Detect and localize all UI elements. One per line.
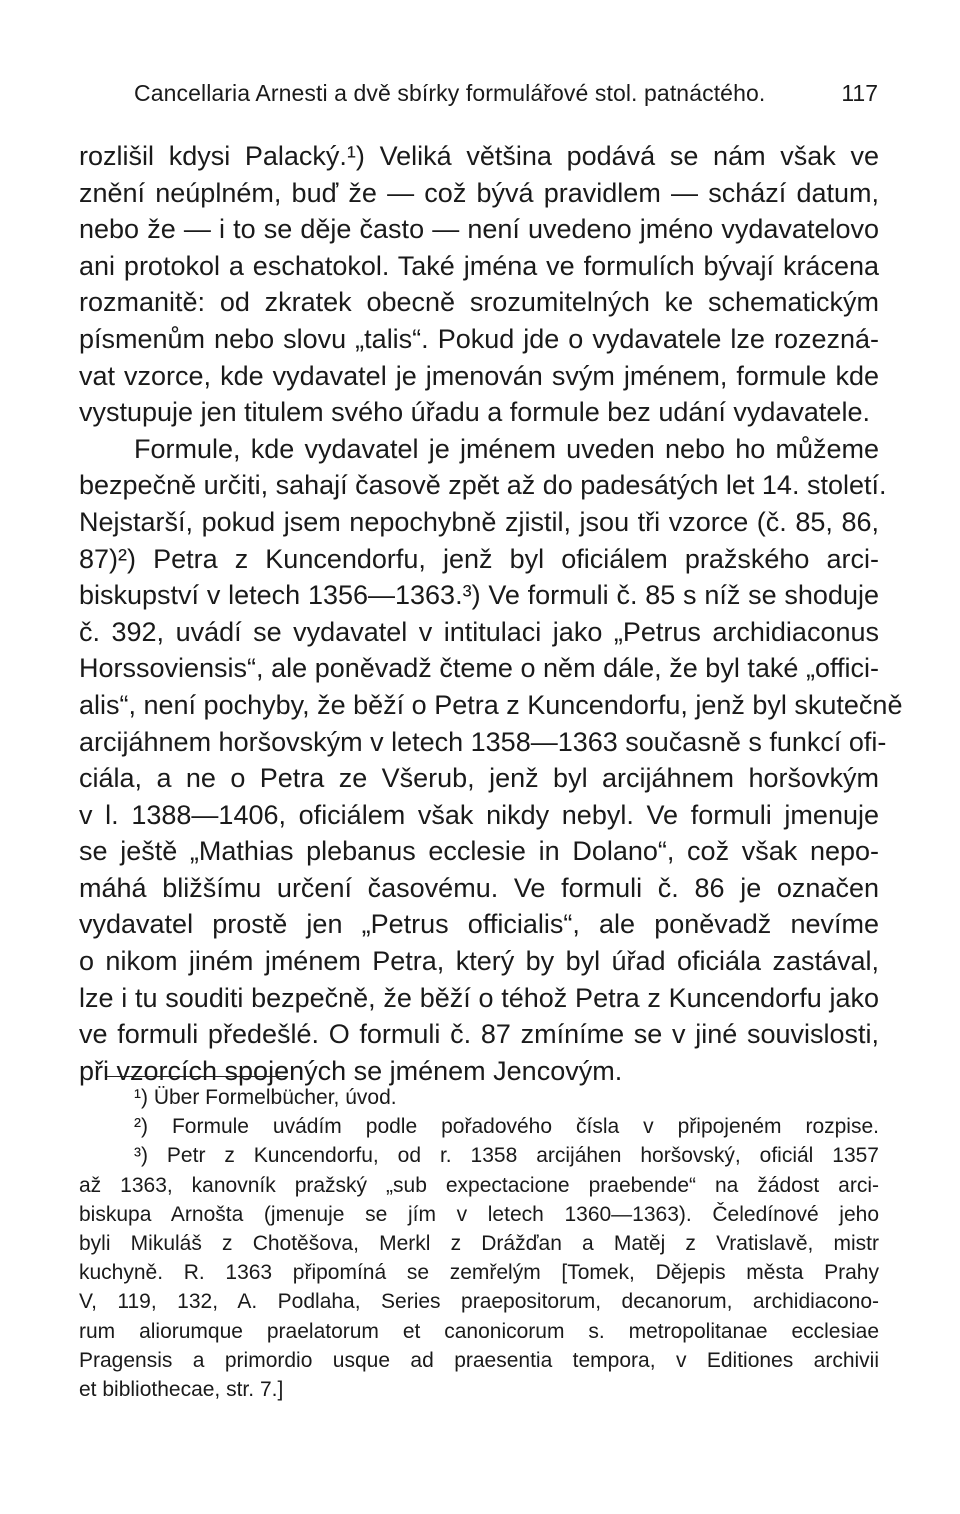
footnote-line: Pragensis a primordio usque ad praesentia tempora, v Editiones archivii <box>79 1348 879 1372</box>
footnote-line: kuchyně. R. 1363 připomíná se zemřelým [Tomek, Dějepis města Prahy <box>79 1261 879 1285</box>
main-text <box>79 138 903 1089</box>
footnote-line: ¹) Über Formelbücher, úvod. <box>134 1086 397 1109</box>
text-line: rozmanitě: od zkratek obecně srozumitelných ke schematickým <box>79 287 879 318</box>
text-line: č. 392, uvádí se vydavatel v intitulaci jako „Petrus archidiaconus <box>79 616 879 647</box>
text-line: bezpečně určiti, sahají časově zpět až do padesátých let 14. století. <box>79 470 887 501</box>
text-line: o nikom jiném jménem Petra, který by byl úřad oficiála zastával, <box>79 946 879 977</box>
text-line: v l. 1388—1406, oficiálem však nikdy nebyl. Ve formuli jmenuje <box>79 799 879 830</box>
footnote-line: ²) Formule uvádím podle pořadového čísla v připojeném rozpise. <box>134 1115 879 1139</box>
text-line: ani protokol a eschatokol. Také jména ve formulích bývají krácena <box>79 250 879 281</box>
text-line: znění neúplném, buď že — což bývá pravidlem — schází datum, <box>79 177 879 208</box>
text-line: Horssoviensis“, ale poněvadž čteme o něm dále, že byl také „offici- <box>79 653 879 684</box>
text-line: vydavatel prostě jen „Petrus officialis“, ale poněvadž nevíme <box>79 909 879 940</box>
text-line: nebo že — i to se děje často — není uvedeno jméno vydavatelovo <box>79 214 879 245</box>
text-line: alis“, není pochyby, že běží o Petra z Kuncendorfu, jenž byl skutečně <box>79 689 903 720</box>
footnote-line: biskupa Arnošta (jmenuje se jím v letech 1360—1363). Čeledínové jeho <box>79 1202 879 1226</box>
text-line: písmenům nebo slovu „talis“. Pokud jde o vydavatele lze rozezná- <box>79 323 879 354</box>
text-line: při vzorcích spojených se jménem Jencovým. <box>79 1055 623 1086</box>
text-line: Nejstarší, pokud jsem nepochybně zjistil, jsou tři vzorce (č. 85, 86, <box>79 506 879 537</box>
running-header <box>134 78 878 108</box>
text-line: máhá bližšímu určení časovému. Ve formuli č. 86 je označen <box>79 872 879 903</box>
text-line: ve formuli předešlé. O formuli č. 87 zmíníme se v jiné souvislosti, <box>79 1019 879 1050</box>
text-line: arcijáhnem horšovským v letech 1358—1363 současně s funkcí ofi- <box>79 726 887 757</box>
text-line: rozlišil kdysi Palacký.¹) Veliká většina podává se nám však ve <box>79 141 879 171</box>
text-line: se ještě „Mathias plebanus ecclesie in Dolano“, což však nepo- <box>79 836 879 867</box>
footnote-separator <box>106 1076 288 1077</box>
footnote-line: et bibliothecae, str. 7.] <box>79 1377 284 1401</box>
text-line: vystupuje jen titulem svého úřadu a formule bez udání vydavatele. <box>79 397 870 428</box>
footnotes <box>79 1083 879 1404</box>
footnote-line: V, 119, 132, A. Podlaha, Series praepositorum, decanorum, archidiacono- <box>79 1290 879 1314</box>
footnote-line: až 1363, kanovník pražský „sub expectacione praebende“ na žádost arci- <box>79 1173 879 1197</box>
footnote-line: ³) Petr z Kuncendorfu, od r. 1358 arcijáhen horšovský, oficiál 1357 <box>134 1144 879 1168</box>
text-line: biskupství v letech 1356—1363.³) Ve formuli č. 85 s níž se shoduje <box>79 580 879 611</box>
footnote-line: rum aliorumque praelatorum et canonicorum s. metropolitanae ecclesiae <box>79 1319 879 1343</box>
text-line: Formule, kde vydavatel je jménem uveden nebo ho můžeme <box>134 433 879 464</box>
text-line: 87)²) Petra z Kuncendorfu, jenž byl oficiálem pražského arci- <box>79 543 879 574</box>
text-line: vat vzorce, kde vydavatel je jmenován svým jménem, formule kde <box>79 360 879 391</box>
page-number: 117 <box>841 80 878 106</box>
footnote-line: byli Mikuláš z Chotěšova, Merkl z Drážďan a Matěj z Vratislavě, mistr <box>79 1231 879 1255</box>
running-title: Cancellaria Arnesti a dvě sbírky formulářové stol. patnáctého. <box>134 80 766 106</box>
text-line: ciála, a ne o Petra ze Všerub, jenž byl arcijáhnem horšovkým <box>79 763 879 794</box>
text-line: lze i tu souditi bezpečně, že běží o téhož Petra z Kuncendorfu jako <box>79 982 879 1013</box>
